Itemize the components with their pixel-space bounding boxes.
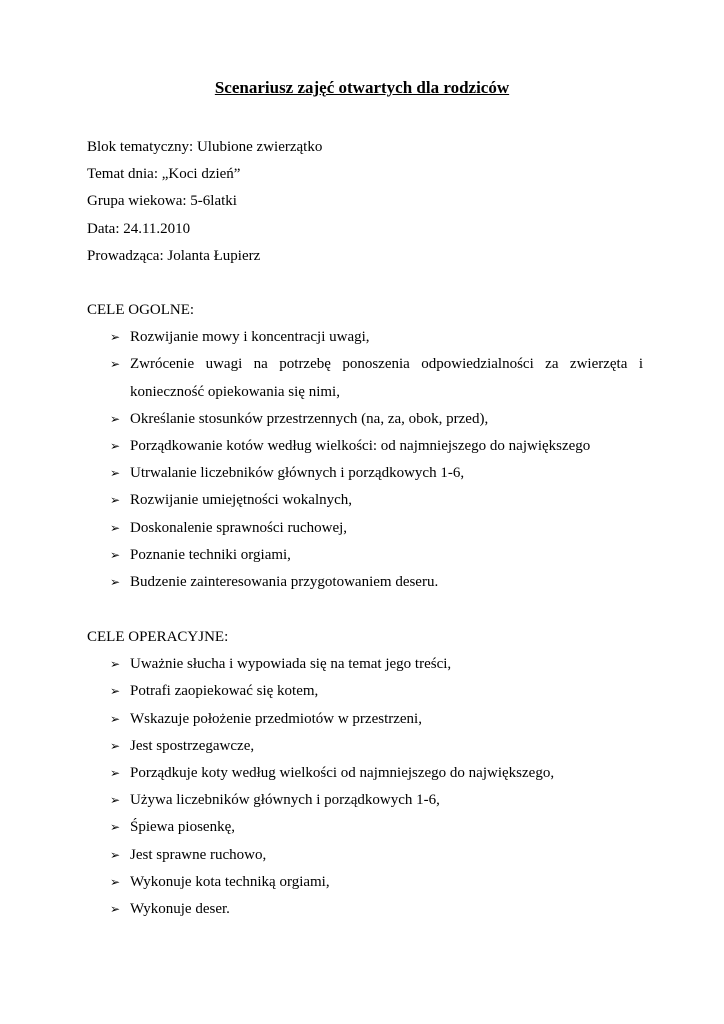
general-goals-list <box>87 324 643 596</box>
list-item <box>87 487 643 514</box>
list-item <box>87 542 643 569</box>
arrow-bullet-icon: ➢ <box>110 439 121 454</box>
list-item <box>87 351 643 405</box>
list-item-text: Określanie stosunków przestrzennych (na, za, obok, przed), <box>130 410 489 427</box>
list-item-text: Porządkowanie kotów według wielkości: od najmniejszego do największego <box>130 438 591 455</box>
operational-goals-section <box>87 624 643 923</box>
list-item-text: Rozwijanie mowy i koncentracji uwagi, <box>130 329 370 346</box>
list-item-text: Porządkuje koty według wielkości od najmniejszego do największego, <box>130 765 555 782</box>
list-item <box>87 678 643 705</box>
arrow-bullet-icon: ➢ <box>110 902 121 917</box>
general-goals-section <box>87 297 643 596</box>
list-item-text: Wskazuje położenie przedmiotów w przestrzeni, <box>130 710 422 727</box>
arrow-bullet-icon: ➢ <box>110 493 121 508</box>
list-item <box>87 733 643 760</box>
operational-goals-list <box>87 651 643 923</box>
arrow-bullet-icon: ➢ <box>110 547 121 562</box>
general-goals-heading: CELE OGOLNE: <box>87 302 195 318</box>
arrow-bullet-icon: ➢ <box>110 711 121 726</box>
arrow-bullet-icon: ➢ <box>110 847 121 862</box>
list-item-text: Używa liczebników głównych i porządkowych 1-6, <box>130 792 440 809</box>
list-item-text: Rozwijanie umiejętności wokalnych, <box>130 492 353 509</box>
arrow-bullet-icon: ➢ <box>110 357 121 372</box>
list-item-text: Doskonalenie sprawności ruchowej, <box>130 519 348 536</box>
arrow-bullet-icon: ➢ <box>110 330 121 345</box>
list-item-text: Zwrócenie uwagi na potrzebę ponoszenia odpowiedzialności za zwierzęta i konieczność opiekowania się nimi, <box>130 356 643 400</box>
list-item-text: Budzenie zainteresowania przygotowaniem deseru. <box>130 574 439 591</box>
arrow-bullet-icon: ➢ <box>110 684 121 699</box>
info-age-group: Grupa wiekowa: 5-6latki <box>87 193 237 210</box>
arrow-bullet-icon: ➢ <box>110 411 121 426</box>
list-item <box>87 515 643 542</box>
list-item-text: Uważnie słucha i wypowiada się na temat jego treści, <box>130 656 452 673</box>
list-item-text: Utrwalanie liczebników głównych i porządkowych 1-6, <box>130 465 465 482</box>
list-item <box>87 324 643 351</box>
operational-goals-heading: CELE OPERACYJNE: <box>87 629 229 645</box>
document-title: Scenariusz zajęć otwartych dla rodziców <box>214 78 510 97</box>
arrow-bullet-icon: ➢ <box>110 466 121 481</box>
list-item <box>87 460 643 487</box>
list-item <box>87 651 643 678</box>
list-item <box>87 760 643 787</box>
list-item <box>87 842 643 869</box>
list-item-text: Śpiewa piosenkę, <box>130 819 235 836</box>
list-item <box>87 433 643 460</box>
arrow-bullet-icon: ➢ <box>110 738 121 753</box>
arrow-bullet-icon: ➢ <box>110 793 121 808</box>
list-item-text: Potrafi zaopiekować się kotem, <box>130 683 319 700</box>
arrow-bullet-icon: ➢ <box>110 575 121 590</box>
arrow-bullet-icon: ➢ <box>110 874 121 889</box>
arrow-bullet-icon: ➢ <box>110 766 121 781</box>
list-item <box>87 896 643 923</box>
arrow-bullet-icon: ➢ <box>110 657 121 672</box>
list-item <box>87 787 643 814</box>
arrow-bullet-icon: ➢ <box>110 520 121 535</box>
list-item <box>87 814 643 841</box>
list-item <box>87 706 643 733</box>
list-item-text: Jest spostrzegawcze, <box>130 737 255 754</box>
list-item-text: Jest sprawne ruchowo, <box>130 846 267 863</box>
list-item <box>87 869 643 896</box>
list-item <box>87 569 643 596</box>
info-date: Data: 24.11.2010 <box>87 220 191 237</box>
list-item-text: Wykonuje kota techniką orgiami, <box>130 873 330 890</box>
info-thematic-block: Blok tematyczny: Ulubione zwierzątko <box>87 139 323 155</box>
info-block <box>87 134 647 270</box>
list-item-text: Wykonuje deser. <box>130 901 230 918</box>
list-item-text: Poznanie techniki orgiami, <box>130 546 291 563</box>
info-teacher: Prowadząca: Jolanta Łupierz <box>87 247 261 264</box>
arrow-bullet-icon: ➢ <box>110 820 121 835</box>
list-item <box>87 406 643 433</box>
info-day-topic: Temat dnia: „Koci dzień” <box>87 166 241 183</box>
